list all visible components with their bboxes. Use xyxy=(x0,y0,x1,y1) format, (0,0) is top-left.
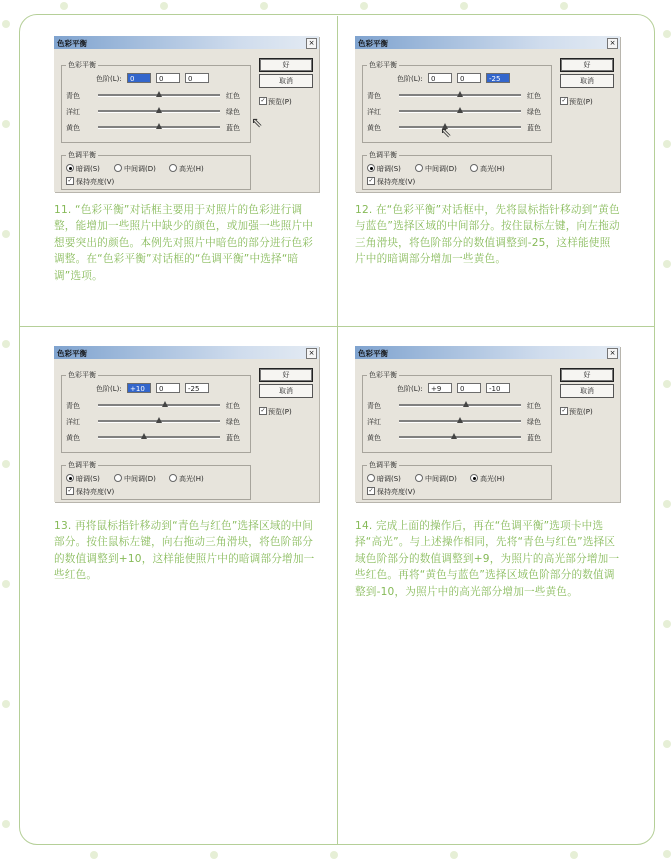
close-icon[interactable]: × xyxy=(306,348,317,359)
shadows-label: 暗调(S) xyxy=(76,475,100,483)
cyan-red-slider-thumb[interactable] xyxy=(457,91,463,97)
midtones-radio[interactable] xyxy=(114,164,122,172)
red-label: 红色 xyxy=(226,402,240,410)
magenta-label: 洋红 xyxy=(66,418,80,426)
levels-field-1[interactable]: +10 xyxy=(127,383,151,393)
dialog-title: 色彩平衡 xyxy=(57,349,87,358)
highlights-radio[interactable] xyxy=(169,164,177,172)
midtones-label: 中间调(D) xyxy=(124,475,156,483)
yellow-blue-slider-thumb[interactable] xyxy=(156,123,162,129)
ok-button[interactable]: 好 xyxy=(259,58,313,72)
caption-step-14: 14. 完成上面的操作后，再在“色调平衡”选项卡中选择“高光”。与上述操作相同，先将“青色与红色”选择区域色阶部分的数值调整到+9，为照片的高光部分增加一些红色。再将“黄色与蓝色”选择区域色阶部分的数值调整到-10，为照片中的高光部分增加一些黄色。 xyxy=(355,520,620,598)
red-label: 红色 xyxy=(527,92,541,100)
cyan-red-slider-track[interactable] xyxy=(98,404,220,407)
close-icon[interactable]: × xyxy=(306,38,317,49)
dialog-step-14 xyxy=(355,346,620,502)
midtones-radio[interactable] xyxy=(114,474,122,482)
ok-button[interactable]: 好 xyxy=(560,368,614,382)
title-bar xyxy=(54,36,319,49)
highlights-radio[interactable] xyxy=(470,474,478,482)
magenta-label: 洋红 xyxy=(367,418,381,426)
preview-checkbox[interactable]: ✓ xyxy=(260,97,266,104)
preserve-luminosity-checkbox[interactable]: ✓ xyxy=(67,177,73,184)
cancel-button[interactable]: 取消 xyxy=(259,384,313,398)
dialog-step-13 xyxy=(54,346,319,502)
blue-label: 蓝色 xyxy=(527,434,541,442)
levels-field-3[interactable]: -25 xyxy=(185,383,209,393)
yellow-blue-slider-track[interactable] xyxy=(399,436,521,439)
preserve-luminosity-label: 保持亮度(V) xyxy=(377,178,416,186)
blue-label: 蓝色 xyxy=(226,124,240,132)
magenta-green-slider-thumb[interactable] xyxy=(457,107,463,113)
levels-field-1[interactable]: 0 xyxy=(127,73,151,83)
dialog-title: 色彩平衡 xyxy=(358,39,388,48)
highlights-radio[interactable] xyxy=(470,164,478,172)
green-label: 绿色 xyxy=(226,108,240,116)
yellow-label: 黄色 xyxy=(66,434,80,442)
tone-balance-group-label: 色调平衡 xyxy=(68,151,96,159)
dialog-title: 色彩平衡 xyxy=(358,349,388,358)
mouse-cursor-icon: ⇖ xyxy=(440,125,452,141)
green-label: 绿色 xyxy=(527,418,541,426)
shadows-radio[interactable] xyxy=(367,164,375,172)
title-bar xyxy=(355,346,620,359)
yellow-blue-slider-thumb[interactable] xyxy=(451,433,457,439)
midtones-label: 中间调(D) xyxy=(425,165,457,173)
row-divider xyxy=(20,326,654,327)
levels-label: 色阶(L): xyxy=(397,385,423,393)
blue-label: 蓝色 xyxy=(226,434,240,442)
highlights-label: 高光(H) xyxy=(179,165,204,173)
magenta-label: 洋红 xyxy=(66,108,80,116)
mouse-cursor-icon: ⇖ xyxy=(251,115,263,131)
shadows-radio[interactable] xyxy=(66,164,74,172)
cyan-label: 青色 xyxy=(66,92,80,100)
yellow-label: 黄色 xyxy=(367,124,381,132)
preview-checkbox[interactable]: ✓ xyxy=(260,407,266,414)
levels-field-3[interactable]: -25 xyxy=(486,73,510,83)
levels-field-2[interactable]: 0 xyxy=(457,73,481,83)
cyan-red-slider-thumb[interactable] xyxy=(463,401,469,407)
cyan-label: 青色 xyxy=(367,402,381,410)
preserve-luminosity-checkbox[interactable]: ✓ xyxy=(368,487,374,494)
shadows-label: 暗调(S) xyxy=(377,475,401,483)
cyan-red-slider-track[interactable] xyxy=(399,404,521,407)
green-label: 绿色 xyxy=(527,108,541,116)
preview-label: 预览(P) xyxy=(569,408,593,416)
preserve-luminosity-checkbox[interactable]: ✓ xyxy=(368,177,374,184)
levels-field-2[interactable]: 0 xyxy=(156,383,180,393)
ok-button[interactable]: 好 xyxy=(259,368,313,382)
preview-label: 预览(P) xyxy=(268,98,292,106)
highlights-radio[interactable] xyxy=(169,474,177,482)
yellow-blue-slider-track[interactable] xyxy=(399,126,521,129)
cancel-button[interactable]: 取消 xyxy=(259,74,313,88)
preview-label: 预览(P) xyxy=(569,98,593,106)
preview-checkbox[interactable]: ✓ xyxy=(561,407,567,414)
yellow-label: 黄色 xyxy=(367,434,381,442)
yellow-blue-slider-thumb[interactable] xyxy=(141,433,147,439)
levels-label: 色阶(L): xyxy=(96,75,122,83)
color-balance-group-label: 色彩平衡 xyxy=(68,371,96,379)
preserve-luminosity-label: 保持亮度(V) xyxy=(377,488,416,496)
color-balance-group-label: 色彩平衡 xyxy=(369,61,397,69)
preserve-luminosity-label: 保持亮度(V) xyxy=(76,488,115,496)
highlights-label: 高光(H) xyxy=(179,475,204,483)
cyan-red-slider-thumb[interactable] xyxy=(156,91,162,97)
dialog-step-11 xyxy=(54,36,319,192)
levels-field-1[interactable]: +9 xyxy=(428,383,452,393)
levels-field-3[interactable]: -10 xyxy=(486,383,510,393)
shadows-label: 暗调(S) xyxy=(377,165,401,173)
magenta-green-slider-thumb[interactable] xyxy=(156,417,162,423)
shadows-radio[interactable] xyxy=(367,474,375,482)
cancel-button[interactable]: 取消 xyxy=(560,384,614,398)
tone-balance-group-label: 色调平衡 xyxy=(369,151,397,159)
close-icon[interactable]: × xyxy=(607,38,618,49)
caption-step-12: 12. 在“色彩平衡”对话框中，先将鼠标指针移动到“黄色与蓝色”选择区域的中间部分。按住鼠标左键，向左拖动三角滑块，将色阶部分的数值调整到-25，这样能使照片中的暗调部分增加一些黄色。 xyxy=(355,204,620,266)
midtones-label: 中间调(D) xyxy=(124,165,156,173)
midtones-label: 中间调(D) xyxy=(425,475,457,483)
dialog-step-12 xyxy=(355,36,620,192)
magenta-label: 洋红 xyxy=(367,108,381,116)
title-bar xyxy=(54,346,319,359)
green-label: 绿色 xyxy=(226,418,240,426)
caption-step-11: 11. “色彩平衡”对话框主要用于对照片的色彩进行调整，能增加一些照片中缺少的颜色，或加强一些照片中想要突出的颜色。本例先对照片中暗色的部分进行色彩调整。在“色彩平衡”对话框的“色调平衡”中选择“暗调”选项。 xyxy=(54,204,314,282)
ok-button[interactable]: 好 xyxy=(560,58,614,72)
shadows-label: 暗调(S) xyxy=(76,165,100,173)
cyan-label: 青色 xyxy=(66,402,80,410)
highlights-label: 高光(H) xyxy=(480,165,505,173)
red-label: 红色 xyxy=(226,92,240,100)
caption-step-13: 13. 再将鼠标指针移动到“青色与红色”选择区域的中间部分。按住鼠标左键，向右拖动三角滑块，将色阶部分的数值调整到+10，这样能使照片中的暗调部分增加一些红色。 xyxy=(54,520,315,582)
preserve-luminosity-label: 保持亮度(V) xyxy=(76,178,115,186)
color-balance-group-label: 色彩平衡 xyxy=(68,61,96,69)
dialog-title: 色彩平衡 xyxy=(57,39,87,48)
levels-field-2[interactable]: 0 xyxy=(457,383,481,393)
levels-label: 色阶(L): xyxy=(397,75,423,83)
levels-field-1[interactable]: 0 xyxy=(428,73,452,83)
cancel-button[interactable]: 取消 xyxy=(560,74,614,88)
title-bar xyxy=(355,36,620,49)
levels-field-3[interactable]: 0 xyxy=(185,73,209,83)
preview-label: 预览(P) xyxy=(268,408,292,416)
yellow-blue-slider-track[interactable] xyxy=(98,436,220,439)
levels-label: 色阶(L): xyxy=(96,385,122,393)
magenta-green-slider-thumb[interactable] xyxy=(156,107,162,113)
column-divider xyxy=(337,16,338,845)
close-icon[interactable]: × xyxy=(607,348,618,359)
tone-balance-group-label: 色调平衡 xyxy=(369,461,397,469)
shadows-radio[interactable] xyxy=(66,474,74,482)
midtones-radio[interactable] xyxy=(415,474,423,482)
levels-field-2[interactable]: 0 xyxy=(156,73,180,83)
cyan-label: 青色 xyxy=(367,92,381,100)
preserve-luminosity-checkbox[interactable]: ✓ xyxy=(67,487,73,494)
midtones-radio[interactable] xyxy=(415,164,423,172)
magenta-green-slider-thumb[interactable] xyxy=(457,417,463,423)
cyan-red-slider-thumb[interactable] xyxy=(162,401,168,407)
blue-label: 蓝色 xyxy=(527,124,541,132)
yellow-label: 黄色 xyxy=(66,124,80,132)
preview-checkbox[interactable]: ✓ xyxy=(561,97,567,104)
red-label: 红色 xyxy=(527,402,541,410)
tone-balance-group-label: 色调平衡 xyxy=(68,461,96,469)
color-balance-group-label: 色彩平衡 xyxy=(369,371,397,379)
highlights-label: 高光(H) xyxy=(480,475,505,483)
